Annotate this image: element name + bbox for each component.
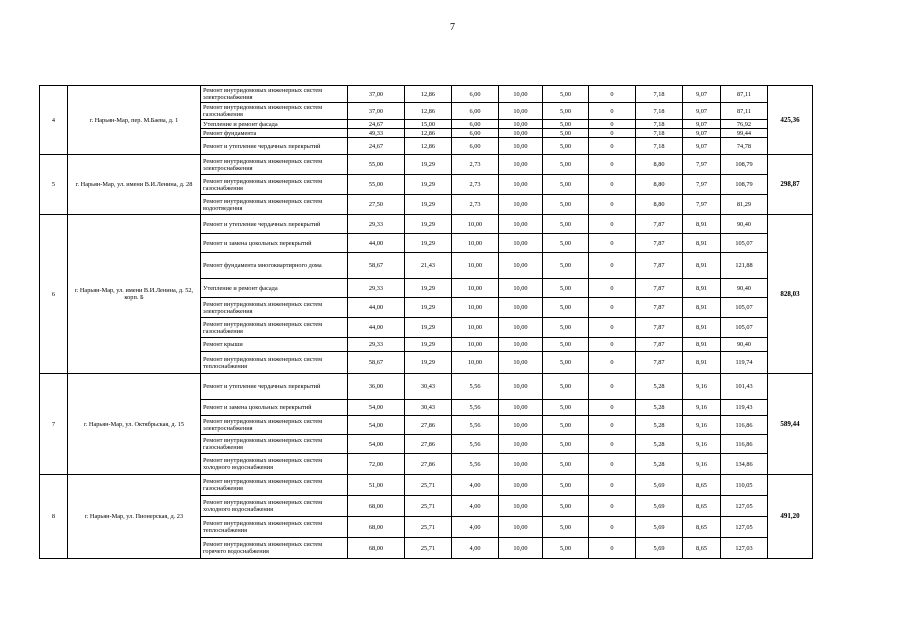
coef-d-value: 5,00 <box>543 318 589 338</box>
work-type: Ремонт внутридомовых инженерных систем горячего водоснабжения <box>201 538 348 559</box>
row-total-value: 74,78 <box>721 138 768 155</box>
norm-value: 54,00 <box>348 416 405 435</box>
coef-c-value: 10,00 <box>499 103 543 120</box>
coef-g-value: 8,65 <box>683 496 721 517</box>
norm-value: 37,00 <box>348 103 405 120</box>
coef-a-value: 30,43 <box>405 400 452 416</box>
coef-c-value: 10,00 <box>499 155 543 175</box>
norm-value: 51,00 <box>348 475 405 496</box>
norm-value: 36,00 <box>348 374 405 400</box>
norm-value: 68,00 <box>348 496 405 517</box>
coef-b-value: 10,00 <box>452 338 499 352</box>
row-total-value: 116,86 <box>721 416 768 435</box>
coef-e-value: 0 <box>589 155 636 175</box>
coef-a-value: 19,29 <box>405 338 452 352</box>
coef-d-value: 5,00 <box>543 129 589 138</box>
coef-e-value: 0 <box>589 195 636 215</box>
coef-b-value: 10,00 <box>452 279 499 298</box>
coef-b-value: 4,00 <box>452 517 499 538</box>
coef-c-value: 10,00 <box>499 120 543 129</box>
group-index: 4 <box>40 86 68 155</box>
coef-a-value: 25,71 <box>405 538 452 559</box>
work-type: Ремонт внутридомовых инженерных систем холодного водоснабжения <box>201 454 348 475</box>
coef-g-value: 8,65 <box>683 538 721 559</box>
work-type: Ремонт внутридомовых инженерных систем газоснабжения <box>201 318 348 338</box>
row-total-value: 108,79 <box>721 175 768 195</box>
coef-c-value: 10,00 <box>499 435 543 454</box>
group-index: 5 <box>40 155 68 215</box>
coef-e-value: 0 <box>589 298 636 318</box>
work-type: Ремонт внутридомовых инженерных систем электроснабжения <box>201 155 348 175</box>
coef-c-value: 10,00 <box>499 234 543 253</box>
coef-d-value: 5,00 <box>543 496 589 517</box>
row-total-value: 105,07 <box>721 234 768 253</box>
coef-b-value: 10,00 <box>452 234 499 253</box>
coef-d-value: 5,00 <box>543 279 589 298</box>
coef-g-value: 8,91 <box>683 215 721 234</box>
norm-value: 58,67 <box>348 253 405 279</box>
norm-value: 29,33 <box>348 279 405 298</box>
row-total-value: 127,05 <box>721 496 768 517</box>
norm-value: 24,67 <box>348 138 405 155</box>
coef-d-value: 5,00 <box>543 195 589 215</box>
coef-f-value: 7,87 <box>636 253 683 279</box>
coef-g-value: 9,16 <box>683 435 721 454</box>
row-total-value: 110,05 <box>721 475 768 496</box>
coef-e-value: 0 <box>589 400 636 416</box>
coef-g-value: 9,07 <box>683 138 721 155</box>
coef-g-value: 9,07 <box>683 129 721 138</box>
coef-d-value: 5,00 <box>543 103 589 120</box>
coef-a-value: 19,29 <box>405 155 452 175</box>
norm-value: 24,67 <box>348 120 405 129</box>
coef-b-value: 2,73 <box>452 195 499 215</box>
coef-b-value: 10,00 <box>452 215 499 234</box>
coef-g-value: 9,16 <box>683 400 721 416</box>
norm-value: 37,00 <box>348 86 405 103</box>
coef-c-value: 10,00 <box>499 279 543 298</box>
coef-f-value: 7,18 <box>636 120 683 129</box>
coef-c-value: 10,00 <box>499 215 543 234</box>
row-total-value: 90,40 <box>721 279 768 298</box>
coef-a-value: 19,29 <box>405 298 452 318</box>
coef-d-value: 5,00 <box>543 215 589 234</box>
coef-c-value: 10,00 <box>499 318 543 338</box>
table-row <box>40 475 813 496</box>
group-total: 491,20 <box>768 475 813 559</box>
coef-f-value: 7,87 <box>636 298 683 318</box>
coef-b-value: 5,56 <box>452 435 499 454</box>
table-row <box>40 155 813 175</box>
renovation-cost-table <box>39 85 813 559</box>
coef-e-value: 0 <box>589 416 636 435</box>
coef-a-value: 12,86 <box>405 103 452 120</box>
table-row <box>40 215 813 234</box>
coef-g-value: 8,91 <box>683 234 721 253</box>
coef-c-value: 10,00 <box>499 338 543 352</box>
coef-g-value: 9,16 <box>683 374 721 400</box>
coef-c-value: 10,00 <box>499 454 543 475</box>
coef-b-value: 6,00 <box>452 138 499 155</box>
coef-f-value: 7,87 <box>636 318 683 338</box>
coef-f-value: 7,87 <box>636 234 683 253</box>
coef-b-value: 2,73 <box>452 175 499 195</box>
table-row <box>40 86 813 103</box>
coef-f-value: 7,87 <box>636 352 683 374</box>
coef-f-value: 5,69 <box>636 496 683 517</box>
coef-c-value: 10,00 <box>499 517 543 538</box>
coef-c-value: 10,00 <box>499 298 543 318</box>
coef-d-value: 5,00 <box>543 416 589 435</box>
norm-value: 68,00 <box>348 517 405 538</box>
coef-e-value: 0 <box>589 129 636 138</box>
coef-g-value: 8,91 <box>683 298 721 318</box>
coef-a-value: 19,29 <box>405 318 452 338</box>
coef-c-value: 10,00 <box>499 475 543 496</box>
group-address: г. Нарьян-Мар, пер. М.Баева, д. 1 <box>68 86 201 155</box>
coef-d-value: 5,00 <box>543 234 589 253</box>
coef-e-value: 0 <box>589 496 636 517</box>
coef-d-value: 5,00 <box>543 338 589 352</box>
coef-e-value: 0 <box>589 234 636 253</box>
coef-b-value: 6,00 <box>452 129 499 138</box>
coef-d-value: 5,00 <box>543 175 589 195</box>
work-type: Ремонт и утепление чердачных перекрытий <box>201 374 348 400</box>
coef-g-value: 7,97 <box>683 155 721 175</box>
row-total-value: 134,86 <box>721 454 768 475</box>
coef-d-value: 5,00 <box>543 120 589 129</box>
coef-f-value: 5,28 <box>636 400 683 416</box>
norm-value: 29,33 <box>348 338 405 352</box>
work-type: Ремонт внутридомовых инженерных систем электроснабжения <box>201 86 348 103</box>
coef-b-value: 5,56 <box>452 400 499 416</box>
coef-f-value: 5,69 <box>636 475 683 496</box>
work-type: Ремонт внутридомовых инженерных систем теплоснабжения <box>201 352 348 374</box>
coef-d-value: 5,00 <box>543 155 589 175</box>
coef-c-value: 10,00 <box>499 400 543 416</box>
coef-b-value: 4,00 <box>452 496 499 517</box>
coef-e-value: 0 <box>589 279 636 298</box>
row-total-value: 90,40 <box>721 338 768 352</box>
coef-g-value: 9,16 <box>683 416 721 435</box>
coef-e-value: 0 <box>589 103 636 120</box>
coef-e-value: 0 <box>589 338 636 352</box>
coef-d-value: 5,00 <box>543 253 589 279</box>
norm-value: 68,00 <box>348 538 405 559</box>
coef-g-value: 8,65 <box>683 475 721 496</box>
group-index: 8 <box>40 475 68 559</box>
coef-g-value: 8,91 <box>683 338 721 352</box>
row-total-value: 101,43 <box>721 374 768 400</box>
work-type: Ремонт крыши <box>201 338 348 352</box>
work-type: Ремонт внутридомовых инженерных систем электроснабжения <box>201 416 348 435</box>
row-total-value: 105,07 <box>721 318 768 338</box>
coef-d-value: 5,00 <box>543 435 589 454</box>
coef-d-value: 5,00 <box>543 475 589 496</box>
coef-a-value: 19,29 <box>405 215 452 234</box>
coef-f-value: 5,28 <box>636 454 683 475</box>
row-total-value: 87,11 <box>721 103 768 120</box>
coef-g-value: 8,91 <box>683 318 721 338</box>
coef-a-value: 19,29 <box>405 195 452 215</box>
coef-b-value: 10,00 <box>452 253 499 279</box>
group-index: 6 <box>40 215 68 374</box>
work-type: Ремонт фундамента <box>201 129 348 138</box>
table-row <box>40 374 813 400</box>
coef-a-value: 27,86 <box>405 435 452 454</box>
coef-b-value: 6,00 <box>452 120 499 129</box>
coef-g-value: 9,07 <box>683 86 721 103</box>
work-type: Ремонт внутридомовых инженерных систем газоснабжения <box>201 103 348 120</box>
coef-d-value: 5,00 <box>543 138 589 155</box>
coef-g-value: 8,65 <box>683 517 721 538</box>
coef-c-value: 10,00 <box>499 86 543 103</box>
group-address: г. Нарьян-Мар, ул. Октябрьская, д. 15 <box>68 374 201 475</box>
row-total-value: 119,43 <box>721 400 768 416</box>
coef-b-value: 5,56 <box>452 374 499 400</box>
coef-a-value: 19,29 <box>405 234 452 253</box>
group-address: г. Нарьян-Мар, ул. имени В.И.Ленина, д. 28 <box>68 155 201 215</box>
coef-e-value: 0 <box>589 352 636 374</box>
group-total: 589,44 <box>768 374 813 475</box>
coef-c-value: 10,00 <box>499 253 543 279</box>
coef-e-value: 0 <box>589 175 636 195</box>
norm-value: 58,67 <box>348 352 405 374</box>
norm-value: 72,00 <box>348 454 405 475</box>
coef-e-value: 0 <box>589 435 636 454</box>
coef-e-value: 0 <box>589 253 636 279</box>
norm-value: 55,00 <box>348 155 405 175</box>
coef-g-value: 8,91 <box>683 352 721 374</box>
group-total: 298,87 <box>768 155 813 215</box>
group-index: 7 <box>40 374 68 475</box>
coef-d-value: 5,00 <box>543 538 589 559</box>
coef-a-value: 12,86 <box>405 86 452 103</box>
row-total-value: 127,05 <box>721 517 768 538</box>
coef-f-value: 8,80 <box>636 155 683 175</box>
row-total-value: 87,11 <box>721 86 768 103</box>
coef-c-value: 10,00 <box>499 352 543 374</box>
work-type: Ремонт и замена цокольных перекрытий <box>201 400 348 416</box>
coef-d-value: 5,00 <box>543 374 589 400</box>
coef-f-value: 7,18 <box>636 138 683 155</box>
coef-c-value: 10,00 <box>499 195 543 215</box>
work-type: Ремонт внутридомовых инженерных систем электроснабжения <box>201 298 348 318</box>
coef-g-value: 8,91 <box>683 279 721 298</box>
row-total-value: 105,07 <box>721 298 768 318</box>
coef-c-value: 10,00 <box>499 138 543 155</box>
coef-b-value: 6,00 <box>452 86 499 103</box>
group-total: 828,03 <box>768 215 813 374</box>
coef-f-value: 5,28 <box>636 374 683 400</box>
row-total-value: 116,86 <box>721 435 768 454</box>
coef-e-value: 0 <box>589 374 636 400</box>
coef-b-value: 6,00 <box>452 103 499 120</box>
coef-a-value: 15,00 <box>405 120 452 129</box>
coef-d-value: 5,00 <box>543 400 589 416</box>
coef-a-value: 27,86 <box>405 416 452 435</box>
coef-f-value: 7,18 <box>636 129 683 138</box>
coef-a-value: 21,43 <box>405 253 452 279</box>
work-type: Ремонт внутридомовых инженерных систем газоснабжения <box>201 435 348 454</box>
group-address: г. Нарьян-Мар, ул. имени В.И.Ленина, д. 52, корп. Б <box>68 215 201 374</box>
coef-f-value: 7,18 <box>636 86 683 103</box>
norm-value: 29,33 <box>348 215 405 234</box>
coef-e-value: 0 <box>589 215 636 234</box>
coef-a-value: 19,29 <box>405 352 452 374</box>
coef-e-value: 0 <box>589 517 636 538</box>
work-type: Ремонт внутридомовых инженерных систем теплоснабжения <box>201 517 348 538</box>
coef-f-value: 5,69 <box>636 517 683 538</box>
coef-b-value: 5,56 <box>452 416 499 435</box>
coef-b-value: 2,73 <box>452 155 499 175</box>
work-type: Утепление и ремонт фасада <box>201 279 348 298</box>
coef-a-value: 30,43 <box>405 374 452 400</box>
norm-value: 49,33 <box>348 129 405 138</box>
coef-e-value: 0 <box>589 120 636 129</box>
row-total-value: 99,44 <box>721 129 768 138</box>
coef-c-value: 10,00 <box>499 538 543 559</box>
row-total-value: 76,92 <box>721 120 768 129</box>
row-total-value: 90,40 <box>721 215 768 234</box>
work-type: Утепление и ремонт фасада <box>201 120 348 129</box>
coef-c-value: 10,00 <box>499 129 543 138</box>
coef-d-value: 5,00 <box>543 517 589 538</box>
coef-b-value: 5,56 <box>452 454 499 475</box>
work-type: Ремонт внутридомовых инженерных систем холодного водоснабжения <box>201 496 348 517</box>
coef-c-value: 10,00 <box>499 374 543 400</box>
coef-g-value: 8,91 <box>683 253 721 279</box>
coef-f-value: 7,87 <box>636 279 683 298</box>
coef-e-value: 0 <box>589 138 636 155</box>
coef-g-value: 9,07 <box>683 103 721 120</box>
coef-a-value: 25,71 <box>405 517 452 538</box>
coef-b-value: 4,00 <box>452 538 499 559</box>
coef-d-value: 5,00 <box>543 454 589 475</box>
coef-a-value: 25,71 <box>405 496 452 517</box>
coef-e-value: 0 <box>589 454 636 475</box>
row-total-value: 119,74 <box>721 352 768 374</box>
coef-f-value: 7,18 <box>636 103 683 120</box>
coef-a-value: 12,86 <box>405 129 452 138</box>
coef-f-value: 7,87 <box>636 338 683 352</box>
coef-a-value: 19,29 <box>405 279 452 298</box>
norm-value: 54,00 <box>348 435 405 454</box>
group-total: 425,36 <box>768 86 813 155</box>
norm-value: 44,00 <box>348 318 405 338</box>
norm-value: 55,00 <box>348 175 405 195</box>
coef-g-value: 7,97 <box>683 195 721 215</box>
coef-e-value: 0 <box>589 86 636 103</box>
work-type: Ремонт внутридомовых инженерных систем водоотведения <box>201 195 348 215</box>
coef-e-value: 0 <box>589 318 636 338</box>
coef-e-value: 0 <box>589 538 636 559</box>
row-total-value: 81,29 <box>721 195 768 215</box>
work-type: Ремонт и замена цокольных перекрытий <box>201 234 348 253</box>
norm-value: 27,50 <box>348 195 405 215</box>
coef-b-value: 4,00 <box>452 475 499 496</box>
coef-f-value: 5,28 <box>636 416 683 435</box>
coef-c-value: 10,00 <box>499 416 543 435</box>
coef-g-value: 7,97 <box>683 175 721 195</box>
norm-value: 54,00 <box>348 400 405 416</box>
work-type: Ремонт и утепление чердачных перекрытий <box>201 138 348 155</box>
coef-d-value: 5,00 <box>543 86 589 103</box>
norm-value: 44,00 <box>348 234 405 253</box>
coef-d-value: 5,00 <box>543 298 589 318</box>
work-type: Ремонт и утепление чердачных перекрытий <box>201 215 348 234</box>
coef-e-value: 0 <box>589 475 636 496</box>
coef-a-value: 27,86 <box>405 454 452 475</box>
coef-b-value: 10,00 <box>452 298 499 318</box>
coef-f-value: 8,80 <box>636 175 683 195</box>
work-type: Ремонт внутридомовых инженерных систем газоснабжения <box>201 175 348 195</box>
coef-c-value: 10,00 <box>499 496 543 517</box>
coef-b-value: 10,00 <box>452 318 499 338</box>
coef-g-value: 9,16 <box>683 454 721 475</box>
coef-a-value: 25,71 <box>405 475 452 496</box>
coef-f-value: 5,69 <box>636 538 683 559</box>
coef-f-value: 8,80 <box>636 195 683 215</box>
work-type: Ремонт фундамента многоквартирного дома <box>201 253 348 279</box>
row-total-value: 121,88 <box>721 253 768 279</box>
coef-g-value: 9,07 <box>683 120 721 129</box>
work-type: Ремонт внутридомовых инженерных систем газоснабжения <box>201 475 348 496</box>
row-total-value: 108,79 <box>721 155 768 175</box>
norm-value: 44,00 <box>348 298 405 318</box>
page-number: 7 <box>450 22 455 33</box>
coef-f-value: 5,28 <box>636 435 683 454</box>
coef-a-value: 19,29 <box>405 175 452 195</box>
coef-f-value: 7,87 <box>636 215 683 234</box>
row-total-value: 127,03 <box>721 538 768 559</box>
coef-c-value: 10,00 <box>499 175 543 195</box>
coef-b-value: 10,00 <box>452 352 499 374</box>
group-address: г. Нарьян-Мар, ул. Пионерская, д. 23 <box>68 475 201 559</box>
coef-a-value: 12,86 <box>405 138 452 155</box>
coef-d-value: 5,00 <box>543 352 589 374</box>
